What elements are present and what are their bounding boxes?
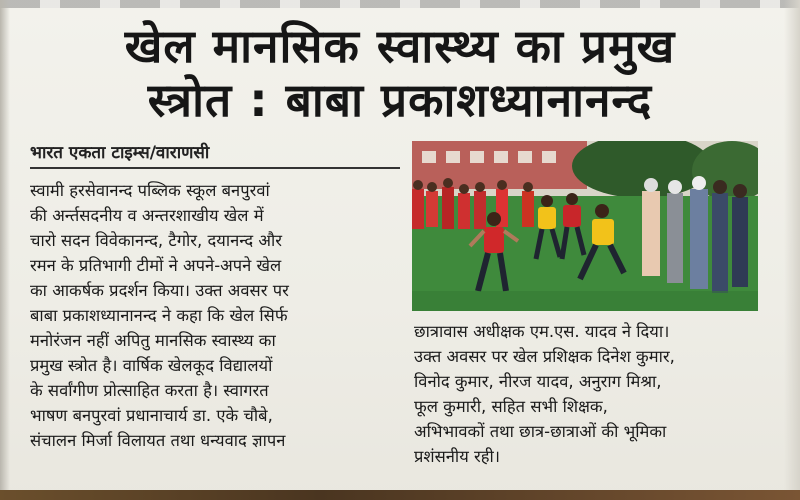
article-line: मनोरंजन नहीं अपितु मानसिक स्वास्थ्य का bbox=[30, 331, 276, 350]
photo-building-window bbox=[494, 151, 508, 163]
byline: भारत एकता टाइम्स/वाराणसी bbox=[30, 143, 210, 163]
article-line: छात्रावास अधीक्षक एम.एस. यादव ने दिया। bbox=[414, 322, 670, 341]
article-line: फूल कुमारी, सहित सभी शिक्षक, bbox=[414, 397, 608, 416]
photo-building-window bbox=[542, 151, 556, 163]
article-line: उक्त अवसर पर खेल प्रशिक्षक दिनेश कुमार, bbox=[414, 347, 675, 366]
article-line: रमन के प्रतिभागी टीमों ने अपने-अपने खेल bbox=[30, 256, 282, 275]
article-line: भाषण बनपुरवां प्रधानाचार्य डा. एके चौबे, bbox=[30, 406, 273, 425]
article-line: का आकर्षक प्रदर्शन किया। उक्त अवसर पर bbox=[30, 281, 289, 300]
cut-off-previous-text bbox=[0, 0, 800, 8]
article-line: स्वामी हरसेवानन्द पब्लिक स्कूल बनपुरवां bbox=[30, 181, 270, 200]
page-right-edge bbox=[784, 0, 800, 500]
article-line: विनोद कुमार, नीरज यादव, अनुराग मिश्रा, bbox=[414, 372, 662, 391]
article-line: अभिभावकों तथा छात्र-छात्राओं की भूमिका bbox=[414, 422, 667, 441]
article-line: चारो सदन विवेकानन्द, टैगोर, दयानन्द और bbox=[30, 231, 283, 250]
article-line: के सर्वांगीण प्रोत्साहित करता है। स्वागरत bbox=[30, 381, 269, 400]
article-line: की अर्न्तसदनीय व अन्तरशाखीय खेल में bbox=[30, 206, 264, 225]
article-line: बाबा प्रकाशध्यानानन्द ने कहा कि खेल सिर्फ bbox=[30, 306, 288, 325]
article-line: प्रमुख स्त्रोत है। वार्षिक खेलकूद विद्यालयों bbox=[30, 356, 273, 375]
article-line: प्रशंसनीय रही। bbox=[414, 447, 501, 466]
headline-line-2: स्त्रोत : बाबा प्रकाशध्यानानन्द bbox=[147, 73, 653, 127]
photo-ground-shade bbox=[412, 291, 758, 311]
race-photo-illustration bbox=[412, 141, 758, 311]
news-photo bbox=[412, 141, 758, 311]
article-column-right bbox=[414, 319, 764, 469]
article-line: संचालन मिर्जा विलायत तथा धन्यवाद ज्ञापन bbox=[30, 431, 286, 450]
photo-building-window bbox=[518, 151, 532, 163]
photo-building-window bbox=[470, 151, 484, 163]
bottom-surface bbox=[0, 490, 800, 500]
byline-divider bbox=[30, 167, 400, 169]
article-column-left bbox=[30, 178, 402, 453]
photo-building-window bbox=[422, 151, 436, 163]
photo-building-window bbox=[446, 151, 460, 163]
headline-line-1: खेल मानसिक स्वास्थ्य का प्रमुख bbox=[124, 19, 676, 73]
page-left-shadow bbox=[0, 0, 10, 500]
